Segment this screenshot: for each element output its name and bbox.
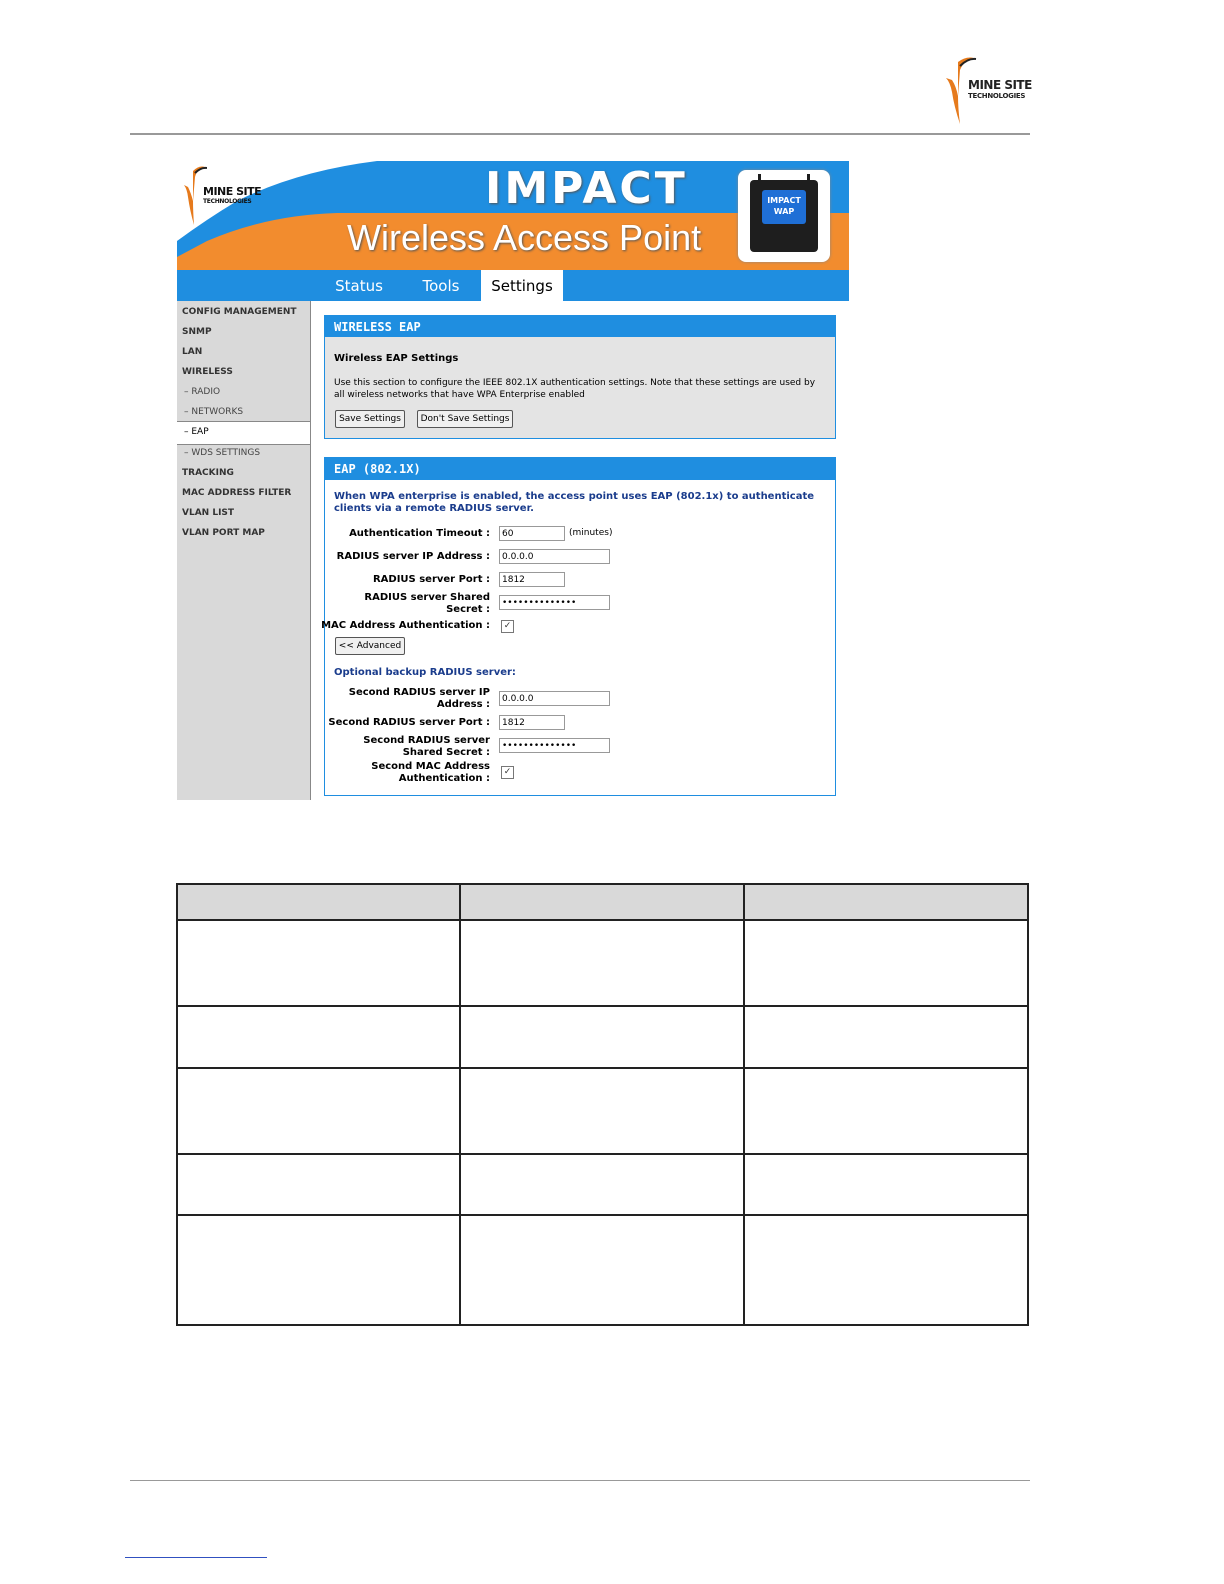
logo-line1: MINE SITE (968, 78, 1032, 92)
second-port-input[interactable]: 1812 (499, 715, 565, 730)
eap-panel (321, 457, 836, 796)
sidebar-item-mac-address-filter[interactable]: MAC ADDRESS FILTER (182, 488, 292, 498)
table-cell (177, 1068, 460, 1154)
tab-tools[interactable]: Tools (422, 277, 460, 295)
second-ip-label-line2: Address : (436, 699, 490, 710)
banner-logo (183, 165, 273, 231)
table-cell (460, 920, 743, 1006)
table-row (177, 1006, 1028, 1068)
save-settings-button[interactable]: Save Settings (335, 410, 405, 428)
tab-settings[interactable]: Settings (481, 270, 563, 301)
radius-ip-label: RADIUS server IP Address : (336, 551, 490, 562)
mac-auth-label: MAC Address Authentication : (321, 620, 490, 631)
second-mac-label-line1: Second MAC Address (371, 761, 490, 772)
sidebar-divider (310, 301, 311, 800)
table-header-cell (460, 884, 743, 920)
second-secret-label-line2: Shared Secret : (402, 747, 490, 758)
wireless-eap-header: WIRELESS EAP (325, 316, 835, 337)
table-cell (460, 1215, 743, 1325)
radius-ip-input[interactable]: 0.0.0.0 (499, 549, 610, 564)
device-image (738, 170, 830, 262)
auth-timeout-input[interactable]: 60 (499, 526, 565, 541)
sidebar-item-vlan-port-map[interactable]: VLAN PORT MAP (182, 528, 265, 538)
sidebar (177, 301, 310, 800)
wireless-eap-title: Wireless EAP Settings (334, 353, 459, 364)
sidebar-item-eap[interactable] (177, 421, 310, 445)
settings-table (176, 883, 1029, 1326)
table-cell (460, 1006, 743, 1068)
banner (177, 161, 849, 270)
second-mac-label (320, 761, 490, 785)
wap-device-icon (750, 180, 818, 252)
second-ip-input[interactable]: 0.0.0.0 (499, 691, 610, 706)
radius-secret-label (320, 592, 490, 616)
dont-save-settings-button[interactable]: Don't Save Settings (417, 410, 513, 428)
table-cell (744, 1154, 1028, 1215)
table-cell (744, 1215, 1028, 1325)
product-subtitle: Wireless Access Point (347, 217, 702, 258)
header-rule (130, 133, 1030, 135)
sidebar-item-eap-label: – EAP (184, 427, 209, 437)
wireless-eap-panel (324, 315, 836, 439)
auth-timeout-label: Authentication Timeout : (349, 528, 490, 539)
logo-line2: TECHNOLOGIES (968, 92, 1026, 100)
table-row (177, 920, 1028, 1006)
sidebar-item-wds-settings[interactable]: – WDS SETTINGS (184, 448, 261, 458)
footer-link-underline[interactable] (125, 1557, 267, 1558)
table-cell (744, 1006, 1028, 1068)
table-header-cell (177, 884, 460, 920)
wireless-eap-description: Use this section to configure the IEEE 802.1X authentication settings. Note that these settings are used by all wireless networks that have WPA Enterprise enabled (334, 378, 816, 400)
sidebar-item-tracking[interactable]: TRACKING (182, 468, 234, 478)
advanced-button[interactable]: << Advanced (335, 637, 405, 655)
mac-auth-checkbox[interactable]: ✓ (501, 620, 514, 633)
sidebar-item-radio[interactable]: – RADIO (184, 387, 221, 397)
table-header-cell (744, 884, 1028, 920)
radius-port-input[interactable]: 1812 (499, 572, 565, 587)
product-title: IMPACT (485, 163, 688, 214)
sidebar-item-snmp[interactable]: SNMP (182, 327, 212, 337)
wap-screenshot (177, 161, 849, 800)
eap-intro: When WPA enterprise is enabled, the access point uses EAP (802.1x) to authenticate clients via a remote RADIUS server. (334, 491, 815, 514)
table-cell (177, 1006, 460, 1068)
radius-secret-label-line2: Secret : (446, 604, 490, 615)
tab-status[interactable]: Status (335, 277, 383, 295)
radius-secret-input[interactable]: •••••••••••••• (499, 595, 610, 610)
table-row (177, 1154, 1028, 1215)
optional-backup-label: Optional backup RADIUS server: (334, 667, 516, 678)
device-label-2: WAP (773, 207, 795, 216)
auth-timeout-unit: (minutes) (569, 528, 613, 538)
sidebar-item-config-management[interactable]: CONFIG MANAGEMENT (182, 307, 297, 317)
table-row (177, 1068, 1028, 1154)
radius-port-label: RADIUS server Port : (372, 574, 490, 585)
sidebar-item-vlan-list[interactable]: VLAN LIST (182, 508, 235, 518)
second-ip-label-line1: Second RADIUS server IP (348, 687, 490, 698)
sidebar-item-networks[interactable]: – NETWORKS (184, 407, 244, 417)
table-row (177, 1215, 1028, 1325)
tab-bar (177, 270, 849, 301)
table-cell (177, 920, 460, 1006)
table-cell (460, 1154, 743, 1215)
page-logo (944, 56, 1034, 128)
second-secret-label-line1: Second RADIUS server (363, 735, 490, 746)
second-ip-label (320, 687, 490, 711)
second-secret-label (320, 735, 490, 759)
table-cell (177, 1215, 460, 1325)
eap-header: EAP (802.1X) (325, 458, 835, 480)
device-label-1: IMPACT (767, 196, 801, 205)
second-secret-input[interactable]: •••••••••••••• (499, 738, 610, 753)
table-header-row (177, 884, 1028, 920)
table-cell (744, 920, 1028, 1006)
banner-logo-line1: MINE SITE (203, 185, 262, 198)
radius-secret-label-line1: RADIUS server Shared (364, 592, 490, 603)
second-mac-label-line2: Authentication : (398, 773, 490, 784)
table-cell (177, 1154, 460, 1215)
second-mac-checkbox[interactable]: ✓ (501, 766, 514, 779)
table-cell (744, 1068, 1028, 1154)
sidebar-item-wireless[interactable]: WIRELESS (182, 367, 233, 377)
footer-rule (130, 1480, 1030, 1481)
sidebar-item-lan[interactable]: LAN (182, 347, 203, 357)
second-port-label: Second RADIUS server Port : (328, 717, 490, 728)
banner-logo-line2: TECHNOLOGIES (203, 198, 252, 205)
table-cell (460, 1068, 743, 1154)
